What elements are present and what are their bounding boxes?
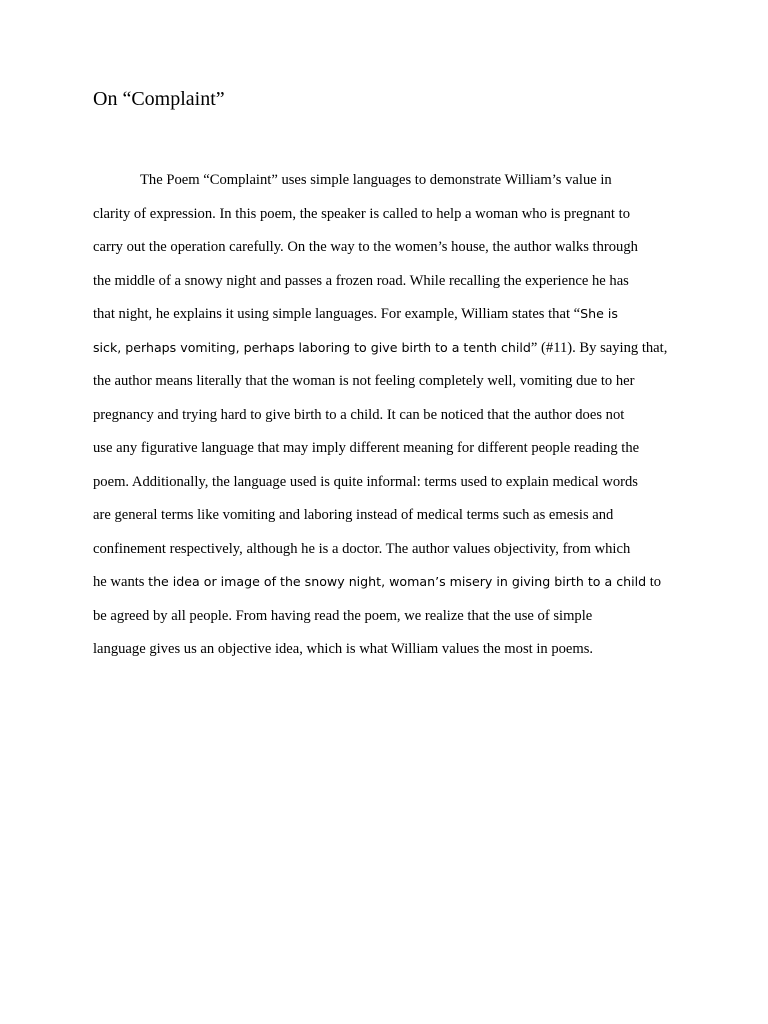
paragraph-line: [93, 271, 629, 291]
paragraph-line: [93, 438, 639, 458]
paragraph-line: [93, 606, 592, 626]
paragraph-line: [93, 371, 634, 391]
document-title: On “Complaint”: [93, 88, 225, 110]
line-text: ” (#11). By saying that,: [530, 339, 668, 356]
line-text: confinement respectively, although he is a doctor. The author values objectivity, from which: [93, 540, 631, 557]
paragraph-line: [93, 405, 624, 425]
line-text: use any figurative language that may imply different meaning for different people reading the: [93, 440, 640, 456]
paragraph-line: [93, 572, 661, 592]
line-text: are general terms like vomiting and laboring instead of medical terms such as emesis and: [93, 507, 614, 523]
quote-text: sick, perhaps vomiting, perhaps laboring to give birth to a tenth child: [93, 339, 531, 355]
paragraph-line: [93, 204, 630, 224]
paragraph-line: [140, 170, 612, 190]
line-text: the author means literally that the woman is not feeling completely well, vomiting due to her: [93, 373, 635, 389]
line-text: poem. Additionally, the language used is quite informal: terms used to explain medical words: [93, 473, 638, 490]
paragraph-line: [93, 472, 638, 492]
line-text: that night, he explains it using simple languages. For example, William states that “: [93, 306, 581, 322]
line-text: be agreed by all people. From having read the poem, we realize that the use of simple: [93, 607, 593, 624]
line-text: language gives us an objective idea, which is what William values the most in poems.: [93, 641, 594, 657]
quote-text: the idea or image of the snowy night, woman’s misery in giving birth to a child: [148, 574, 647, 589]
line-text: to: [646, 574, 662, 590]
paragraph-line: [93, 304, 618, 324]
line-text: pregnancy and trying hard to give birth to a child. It can be noticed that the author does not: [93, 406, 625, 423]
line-text: clarity of expression. In this poem, the speaker is called to help a woman who is pregnant to: [93, 205, 630, 222]
paragraph-line: [93, 539, 630, 559]
paragraph-line: [93, 237, 638, 257]
paragraph-line: [93, 639, 593, 659]
paragraph-line: [93, 338, 667, 358]
line-text: he wants: [93, 574, 149, 590]
paragraph-line: [93, 505, 613, 525]
quote-text: She is: [580, 306, 618, 321]
line-text: The Poem “Complaint” uses simple languages to demonstrate William’s value in: [140, 172, 612, 188]
line-text: the middle of a snowy night and passes a frozen road. While recalling the experience he has: [93, 272, 629, 289]
line-text: carry out the operation carefully. On the way to the women’s house, the author walks through: [93, 239, 638, 255]
